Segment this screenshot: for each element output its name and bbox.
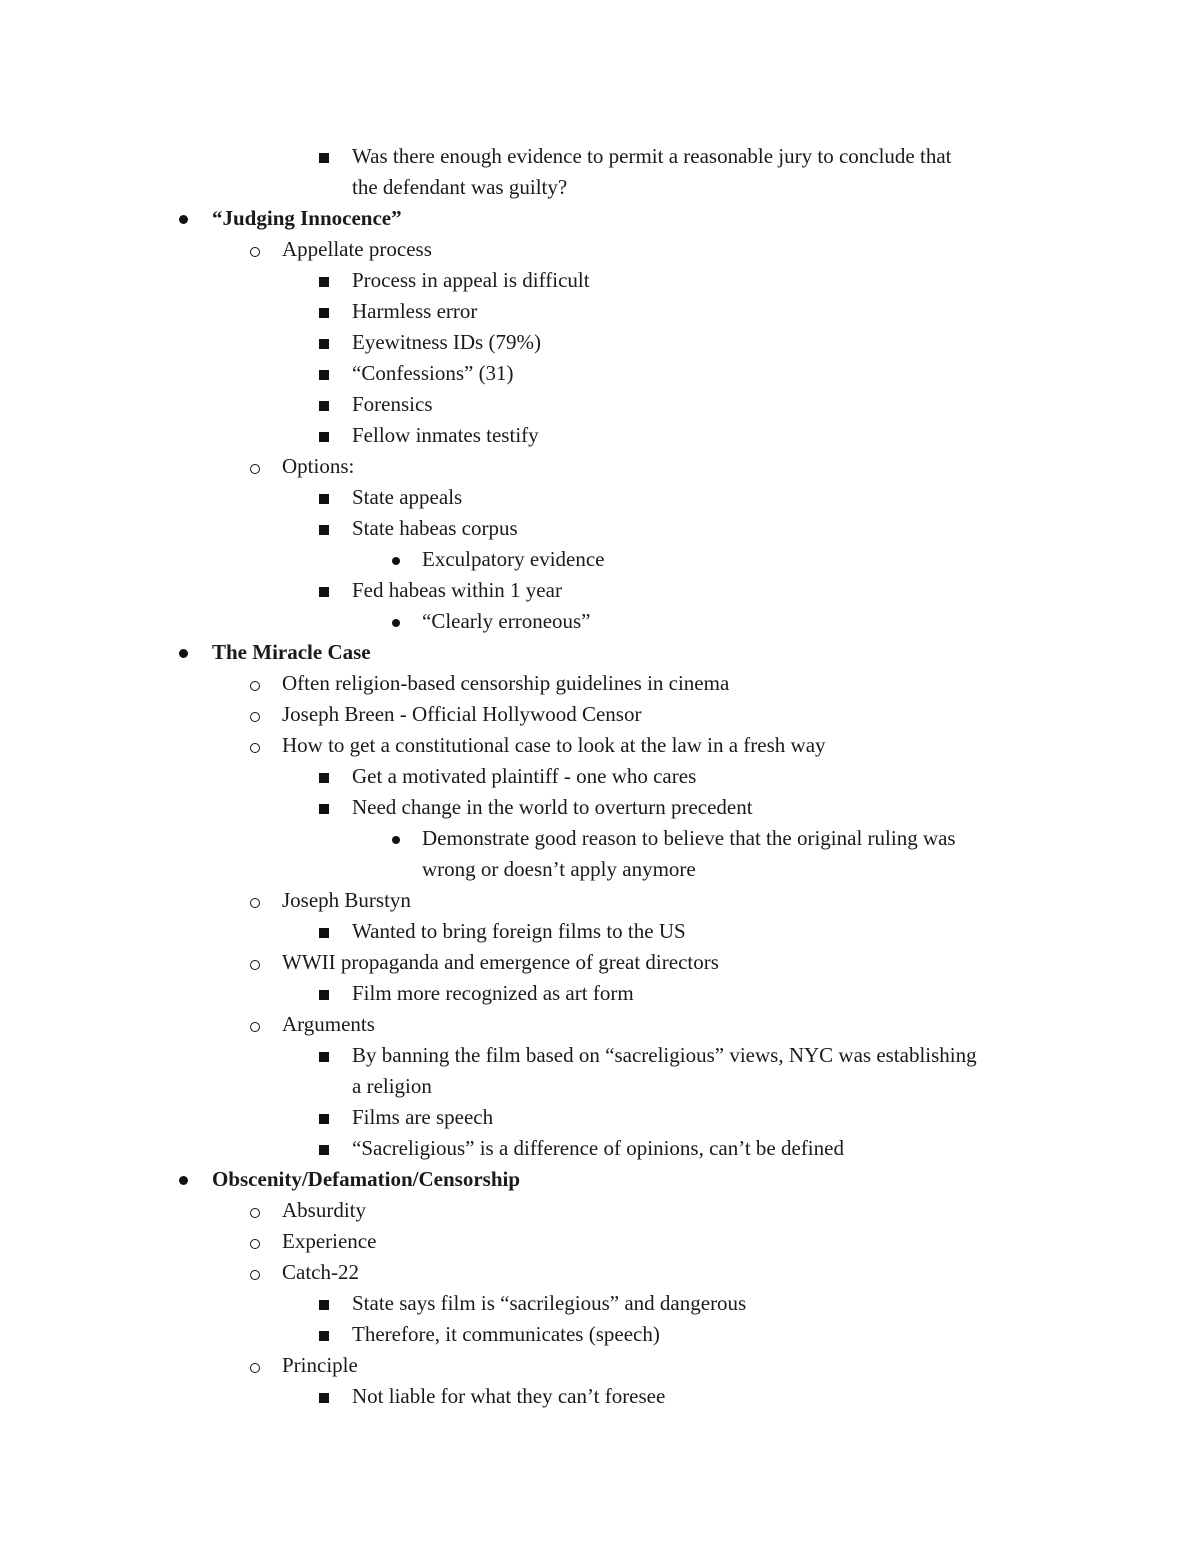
outline-item-text: Appellate process — [282, 237, 432, 261]
circle-bullet-icon — [250, 1022, 260, 1032]
outline-item-text: Not liable for what they can’t foresee — [352, 1384, 666, 1408]
circle-bullet-icon — [250, 464, 260, 474]
square-bullet-icon — [319, 928, 329, 938]
outline-item-text: Absurdity — [282, 1198, 366, 1222]
square-bullet-icon — [319, 587, 329, 597]
outline-item-text: Process in appeal is difficult — [352, 268, 590, 292]
outline-item-text: Films are speech — [352, 1105, 494, 1129]
outline-item-text: Catch-22 — [282, 1260, 359, 1284]
square-bullet-icon — [319, 773, 329, 783]
outline-item-text: Wanted to bring foreign films to the US — [352, 919, 686, 943]
outline-item-text: Often religion-based censorship guidelines in cinema — [282, 671, 730, 695]
circle-bullet-icon — [250, 1239, 260, 1249]
outline-item-text: Was there enough evidence to permit a reasonable jury to conclude that — [352, 144, 952, 168]
outline-item-text: “Sacreligious” is a difference of opinions, can’t be defined — [352, 1136, 844, 1160]
outline-item-text: wrong or doesn’t apply anymore — [422, 857, 696, 881]
outline-item-text: a religion — [352, 1074, 432, 1098]
outline-item-text: Get a motivated plaintiff - one who cares — [352, 764, 697, 788]
outline-item-text: By banning the film based on “sacreligious” views, NYC was establishing — [352, 1043, 977, 1067]
section-heading: “Judging Innocence” — [212, 206, 402, 230]
outline-item-text: Therefore, it communicates (speech) — [352, 1322, 660, 1346]
square-bullet-icon — [319, 525, 329, 535]
disc-bullet-icon — [179, 1176, 188, 1185]
section-heading: Obscenity/Defamation/Censorship — [212, 1167, 521, 1191]
circle-bullet-icon — [250, 712, 260, 722]
outline-item-text: How to get a constitutional case to look at the law in a fresh way — [282, 733, 826, 757]
outline-item-text: State says film is “sacrilegious” and dangerous — [352, 1291, 747, 1315]
outline-item-text: Joseph Burstyn — [282, 888, 411, 912]
square-bullet-icon — [319, 1331, 329, 1341]
outline-item-text: Arguments — [282, 1012, 375, 1036]
circle-bullet-icon — [250, 960, 260, 970]
outline-item-text: Forensics — [352, 392, 433, 416]
square-bullet-icon — [319, 277, 329, 287]
disc-bullet-icon — [392, 557, 400, 565]
square-bullet-icon — [319, 432, 329, 442]
circle-bullet-icon — [250, 681, 260, 691]
outline-item-text: State appeals — [352, 485, 463, 509]
circle-bullet-icon — [250, 743, 260, 753]
outline-item-text: the defendant was guilty? — [352, 175, 568, 199]
square-bullet-icon — [319, 1393, 329, 1403]
disc-bullet-icon — [392, 836, 400, 844]
outline-item-text: Exculpatory evidence — [422, 547, 605, 571]
square-bullet-icon — [319, 804, 329, 814]
circle-bullet-icon — [250, 1208, 260, 1218]
outline-item-text: Principle — [282, 1353, 358, 1377]
outline-item-text: Experience — [282, 1229, 377, 1253]
square-bullet-icon — [319, 1052, 329, 1062]
circle-bullet-icon — [250, 1363, 260, 1373]
outline-item-text: “Clearly erroneous” — [422, 609, 591, 633]
disc-bullet-icon — [392, 619, 400, 627]
outline-item-text: “Confessions” (31) — [352, 361, 514, 385]
outline-item-text: Need change in the world to overturn precedent — [352, 795, 753, 819]
circle-bullet-icon — [250, 898, 260, 908]
square-bullet-icon — [319, 370, 329, 380]
square-bullet-icon — [319, 1145, 329, 1155]
outline-item-text: Eyewitness IDs (79%) — [352, 330, 541, 354]
disc-bullet-icon — [179, 215, 188, 224]
square-bullet-icon — [319, 1300, 329, 1310]
outline-item-text: Options: — [282, 454, 355, 478]
disc-bullet-icon — [179, 649, 188, 658]
square-bullet-icon — [319, 401, 329, 411]
outline-item-text: Joseph Breen - Official Hollywood Censor — [282, 702, 642, 726]
section-heading: The Miracle Case — [212, 640, 371, 664]
square-bullet-icon — [319, 494, 329, 504]
circle-bullet-icon — [250, 247, 260, 257]
outline-item-text: State habeas corpus — [352, 516, 518, 540]
square-bullet-icon — [319, 990, 329, 1000]
square-bullet-icon — [319, 339, 329, 349]
outline-item-text: WWII propaganda and emergence of great directors — [282, 950, 719, 974]
outline-item-text: Film more recognized as art form — [352, 981, 634, 1005]
outline-item-text: Fed habeas within 1 year — [352, 578, 562, 602]
outline-item-text: Demonstrate good reason to believe that the original ruling was — [422, 826, 956, 850]
outline-item-text: Harmless error — [352, 299, 478, 323]
square-bullet-icon — [319, 153, 329, 163]
outline-item-text: Fellow inmates testify — [352, 423, 539, 447]
square-bullet-icon — [319, 308, 329, 318]
square-bullet-icon — [319, 1114, 329, 1124]
circle-bullet-icon — [250, 1270, 260, 1280]
